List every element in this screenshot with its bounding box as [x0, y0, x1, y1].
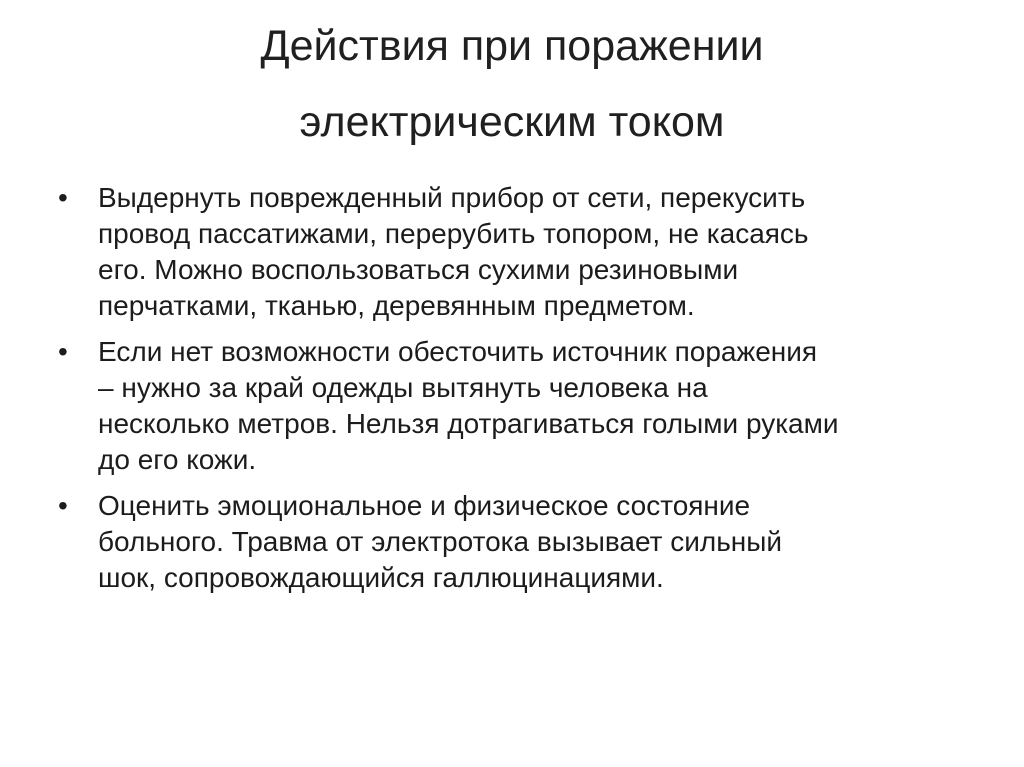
list-item — [58, 180, 978, 324]
bullet-dot-icon: • — [58, 490, 68, 521]
list-item — [58, 488, 978, 596]
bullet-text: Выдернуть поврежденный прибор от сети, перекусить провод пассатижами, перерубить топором, не касаясь его. Можно воспользоваться сухими резиновыми перчатками, тканью, деревянным предметом. — [98, 182, 809, 321]
bullet-list — [58, 180, 978, 606]
bullet-dot-icon: • — [58, 182, 68, 213]
bullet-dot-icon: • — [58, 336, 68, 367]
list-item — [58, 334, 978, 478]
slide-title: Действия при поражении электрическим током — [260, 22, 764, 146]
bullet-text: Оценить эмоциональное и физическое состояние больного. Травма от электротока вызывает сильный шок, сопровождающийся галлюцинациями. — [98, 490, 783, 593]
bullet-text: Если нет возможности обесточить источник поражения – нужно за край одежды вытянуть человека на несколько метров. Нельзя дотрагиваться голыми руками до его кожи. — [98, 336, 839, 475]
